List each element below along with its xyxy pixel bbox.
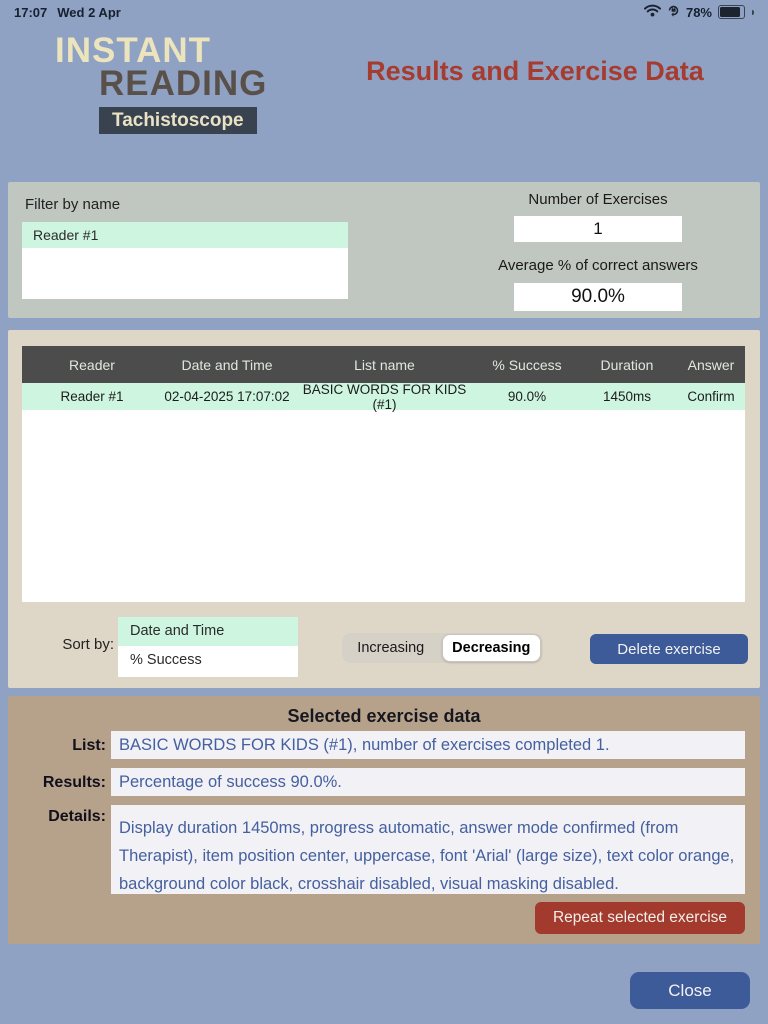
page-title: Results and Exercise Data (366, 56, 704, 86)
repeat-selected-exercise-button[interactable]: Repeat selected exercise (535, 902, 745, 934)
orientation-lock-icon (667, 4, 680, 20)
column-header-list: List name (354, 356, 415, 373)
wifi-icon (644, 4, 661, 20)
status-date: Wed 2 Apr (57, 4, 121, 20)
table-row[interactable] (22, 383, 745, 410)
sort-option-success[interactable]: % Success (130, 652, 202, 668)
reader-name-list[interactable] (22, 222, 348, 299)
details-value-field: Display duration 1450ms, progress automatic, answer mode confirmed (from Therapist), item position center, uppercase, font 'Arial' (large size), text color orange, background color black, crosshair disabled, visual masking disabled. (111, 805, 745, 894)
battery-icon (718, 5, 745, 19)
sort-order-segmented-control[interactable] (342, 633, 543, 663)
average-correct-label: Average % of correct answers (498, 257, 698, 274)
number-of-exercises-label: Number of Exercises (528, 191, 668, 208)
filter-panel (8, 182, 760, 318)
logo-line1: INSTANT (55, 31, 212, 70)
cell-reader: Reader #1 (60, 389, 124, 404)
details-label: Details: (48, 808, 106, 825)
results-panel (8, 330, 760, 688)
segment-decreasing[interactable]: Decreasing (442, 634, 542, 662)
logo-badge: Tachistoscope (99, 107, 257, 134)
selected-exercise-title: Selected exercise data (287, 706, 481, 726)
battery-tip (752, 10, 754, 15)
close-button[interactable]: Close (630, 972, 750, 1009)
average-correct-value: 90.0% (514, 283, 682, 311)
delete-exercise-button[interactable]: Delete exercise (590, 634, 748, 664)
column-header-success: % Success (492, 356, 562, 373)
app-logo (55, 33, 267, 134)
cell-answer: Confirm (687, 389, 735, 404)
status-bar (0, 0, 768, 24)
results-table[interactable] (22, 346, 745, 602)
table-header-row (22, 346, 745, 383)
cell-date: 02-04-2025 17:07:02 (164, 389, 290, 404)
column-header-date: Date and Time (181, 356, 273, 373)
column-header-answer: Answer (687, 356, 735, 373)
segment-increasing[interactable]: Increasing (357, 640, 425, 656)
sort-options-list[interactable] (118, 617, 298, 677)
selected-exercise-panel (8, 696, 760, 944)
logo-line2: READING (99, 64, 268, 103)
column-header-reader: Reader (69, 356, 115, 373)
battery-percent: 78% (685, 4, 712, 20)
filter-by-name-label: Filter by name (25, 196, 121, 213)
results-value-field: Percentage of success 90.0%. (111, 768, 745, 796)
cell-list: BASIC WORDS FOR KIDS (#1) (302, 381, 467, 412)
number-of-exercises-value: 1 (514, 216, 682, 242)
list-label: List: (72, 737, 106, 754)
status-time: 17:07 (14, 4, 48, 20)
sort-by-label: Sort by: (62, 636, 114, 653)
sort-option-date-and-time[interactable]: Date and Time (118, 617, 298, 646)
list-value-field: BASIC WORDS FOR KIDS (#1), number of exercises completed 1. (111, 731, 745, 759)
list-item[interactable]: Reader #1 (22, 222, 348, 248)
column-header-duration: Duration (600, 356, 654, 373)
cell-success: 90.0% (507, 389, 547, 404)
cell-duration: 1450ms (602, 389, 652, 404)
results-label: Results: (42, 774, 106, 791)
